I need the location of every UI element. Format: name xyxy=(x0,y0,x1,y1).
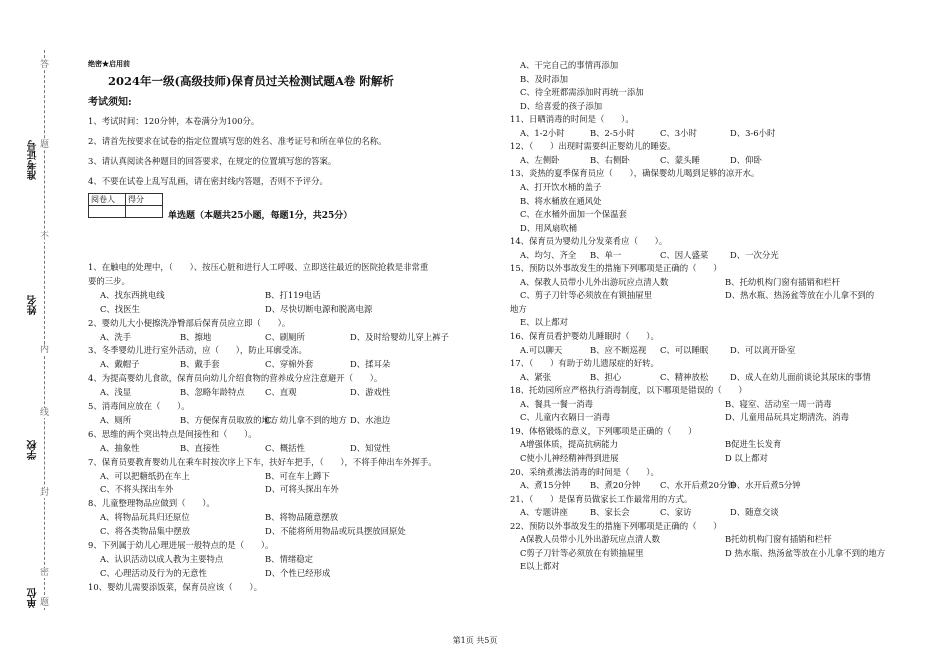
grader-label: 阅卷人 xyxy=(89,194,126,206)
answer-option[interactable]: A、餐具一餐一消毒 xyxy=(520,398,594,409)
answer-option[interactable]: C、精神放松 xyxy=(660,371,709,382)
seal-char: 不 xyxy=(40,232,50,242)
answer-option[interactable]: C、将各类物品集中摆放 xyxy=(100,526,191,537)
question-text: 9、下列属于幼儿心理进展一般特点的是（ ）。 xyxy=(88,540,274,550)
answer-option[interactable]: B、托幼机构门窗有插销和栏杆 xyxy=(725,276,841,287)
answer-option[interactable]: D、游戏性 xyxy=(350,387,391,398)
answer-option[interactable]: A、抽象性 xyxy=(100,442,140,453)
answer-option[interactable]: A、厕所 xyxy=(100,414,132,425)
answer-option[interactable]: B、煮20分钟 xyxy=(590,480,641,491)
question-text: 13、炎热的夏季保育员应（ ），确保婴幼儿喝到足够的凉开水。 xyxy=(510,168,760,179)
answer-option[interactable]: D、可将头探出车外 xyxy=(265,484,339,495)
answer-option[interactable]: D、可以离开卧室 xyxy=(730,344,796,355)
answer-option[interactable]: C、家访 xyxy=(660,507,692,518)
seal-char: 密 xyxy=(40,568,50,578)
answer-option[interactable]: C、蒙头睡 xyxy=(660,154,700,165)
answer-option[interactable]: C、心理活动及行为的无意性 xyxy=(100,567,207,578)
question-text: 6、思维的两个突出特点是间接性和（ ）。 xyxy=(88,428,257,439)
answer-option[interactable]: C、剪子刀针等必须放在有锁抽屉里 xyxy=(520,290,653,301)
answer-option[interactable]: A、戴帽子 xyxy=(100,359,140,370)
answer-option[interactable]: E、以上都对 xyxy=(520,317,568,328)
score-cell[interactable] xyxy=(126,206,163,218)
seal-char: 题 xyxy=(40,140,50,150)
answer-option[interactable]: D、用风扇吹桶 xyxy=(520,222,577,233)
answer-option[interactable]: D、尽快切断电源和脱离电源 xyxy=(265,303,373,314)
seal-char: 答 xyxy=(40,60,50,70)
answer-option[interactable]: C、找医生 xyxy=(100,303,140,314)
answer-option[interactable]: C、不将头探出车外 xyxy=(100,484,174,495)
question-text: 12、（ ）出现时需要纠正婴幼儿的睡姿。 xyxy=(510,141,676,152)
answer-option[interactable]: C、因人盛菜 xyxy=(660,249,709,260)
answer-option[interactable]: A、可以把糖纸扔在车上 xyxy=(100,470,190,481)
answer-option[interactable]: A、洗手 xyxy=(100,331,132,342)
answer-option[interactable]: C、直观 xyxy=(265,387,297,398)
answer-option[interactable]: B、2-5小时 xyxy=(590,127,635,138)
name-field[interactable]: 姓名 xyxy=(28,295,39,315)
answer-option[interactable]: A、紧张 xyxy=(520,371,552,382)
answer-option[interactable]: D、成人在幼儿面前谈论其尿床的事情 xyxy=(730,371,871,382)
answer-option[interactable]: E以上都对 xyxy=(520,561,560,572)
question-text: 21、（ ）是保育员做家长工作最常用的方式。 xyxy=(510,493,693,504)
question-text: 5、消毒间应放在（ ）。 xyxy=(88,401,190,411)
answer-option[interactable]: D、不能将所用物品或玩具摆放回原处 xyxy=(265,526,406,537)
seal-char: 封 xyxy=(40,488,50,498)
notice-item: 1、考试时间：120分钟，本卷满分为100分。 xyxy=(88,116,260,126)
answer-option[interactable]: B促进生长发育 xyxy=(725,439,782,450)
answer-option[interactable]: A、将物品玩具归还原位 xyxy=(100,512,190,523)
answer-option[interactable]: D 以上都对 xyxy=(725,452,768,463)
answer-option[interactable]: B、寝室、活动室一周一消毒 xyxy=(725,398,832,409)
answer-option[interactable]: D、揉耳朵 xyxy=(350,359,391,370)
answer-option[interactable]: A、1-2小时 xyxy=(520,127,565,138)
question-text: 10、婴幼儿需要添饭菜，保育员应该（ ）。 xyxy=(88,581,262,592)
question-text: 8、儿童整理物品应做到（ ）。 xyxy=(88,498,215,509)
answer-option[interactable]: C剪子刀针等必须放在有锁抽屉里 xyxy=(520,547,644,558)
answer-option[interactable]: A、专题讲座 xyxy=(520,507,568,518)
page-title: 2024年一级(高级技师)保育员过关检测试题A卷 附解析 xyxy=(108,74,394,88)
question-text: 16、保育员看护婴幼儿睡眠时（ ）。 xyxy=(510,331,659,341)
answer-option[interactable]: B、直接性 xyxy=(180,442,220,453)
answer-option[interactable]: B、应不断巡视 xyxy=(590,344,647,355)
answer-option[interactable]: C、刷厕所 xyxy=(265,331,305,342)
answer-option[interactable]: C使小儿神经精神得到进展 xyxy=(520,452,619,463)
answer-option[interactable]: B、戴手套 xyxy=(180,359,220,370)
answer-option[interactable]: A、左侧卧 xyxy=(520,154,560,165)
question-text: 18、托幼园所应严格执行消毒制度，以下哪项是错误的（ ） xyxy=(510,385,747,396)
notice-heading: 考试须知: xyxy=(88,97,132,108)
answer-option[interactable]: D、知觉性 xyxy=(350,442,391,453)
answer-option[interactable]: B、擦地 xyxy=(180,331,212,342)
answer-option[interactable]: C、儿童内衣隔日一消毒 xyxy=(520,412,611,423)
notice-item: 4、不要在试卷上乱写乱画，请在密封线内答题，否则不予评分。 xyxy=(88,176,328,186)
answer-option[interactable]: B、可在车上蹲下 xyxy=(265,470,330,481)
answer-option[interactable]: A、打开饮水桶的盖子 xyxy=(520,181,602,192)
answer-option[interactable]: A增强体质，提高抗病能力 xyxy=(520,439,619,450)
answer-option[interactable]: A、保教人员带小儿外出游玩应点清人数 xyxy=(520,276,669,287)
seal-line xyxy=(44,50,45,610)
question-text: 2、婴幼儿大小便擦洗净臀部后保育员应立即（ ）。 xyxy=(88,317,291,328)
answer-option[interactable]: D、个性已经形成 xyxy=(265,567,331,578)
answer-option[interactable]: B、将物品随意摆放 xyxy=(265,512,339,523)
answer-option[interactable]: C、在水桶外面加一个保温套 xyxy=(520,209,627,220)
school-field[interactable]: 学校 xyxy=(28,440,39,460)
answer-option[interactable]: A、找东西挑电线 xyxy=(100,289,165,300)
answer-option[interactable]: B、忽略年龄特点 xyxy=(180,387,245,398)
answer-option[interactable]: D、一次分光 xyxy=(730,249,779,260)
question-text: 3、冬季婴幼儿进行室外活动，应（ ），防止耳廓受冻。 xyxy=(88,345,307,356)
answer-option[interactable]: C、3小时 xyxy=(660,127,697,138)
answer-option[interactable]: B、家长会 xyxy=(590,507,630,518)
answer-option[interactable]: D、仰卧 xyxy=(730,154,762,165)
answer-option[interactable]: D、给喜爱的孩子添加 xyxy=(520,100,603,111)
answer-option[interactable]: C、幼儿拿不到的地方 xyxy=(265,414,347,425)
answer-option[interactable]: A、认识活动以成人教为主要特点 xyxy=(100,553,224,564)
answer-option[interactable]: B托幼机构门窗有插销和栏杆 xyxy=(725,534,832,545)
seal-char: 内 xyxy=(40,345,50,355)
score-table xyxy=(88,193,163,218)
answer-option[interactable]: D 热水瓶、热汤盆等放在小儿拿不到的地方 xyxy=(725,547,886,558)
answer-option[interactable]: C、待全班都需添加时再统一添加 xyxy=(520,87,644,98)
answer-option[interactable]: A.可以聊天 xyxy=(520,344,563,355)
score-label: 得分 xyxy=(126,194,163,206)
answer-option[interactable]: C、水开后煮20分钟 xyxy=(660,480,736,491)
question-text: 4、为提高婴幼儿食欲，保育员向幼儿介绍食物的营养成分应注意避开（ ）。 xyxy=(88,373,383,384)
answer-option[interactable]: C、概括性 xyxy=(265,442,305,453)
answer-option[interactable]: B、打119电话 xyxy=(265,289,321,300)
question-text: 20、采纳煮沸法消毒的时间是（ ）。 xyxy=(510,466,659,477)
answer-option[interactable]: D、3-6小时 xyxy=(730,127,776,138)
question-text: 7、保育员要教育婴幼儿在乘车时按次序上下车，扶好车把手，（ ），不将手伸出车外挥手。 xyxy=(88,456,437,467)
answer-option[interactable]: D、水池边 xyxy=(350,414,391,425)
notice-item: 2、请首先按要求在试卷的指定位置填写您的姓名、准考证号和所在单位的名称。 xyxy=(88,136,387,146)
answer-option[interactable]: B、及时添加 xyxy=(520,73,569,84)
question-text: 地方 xyxy=(510,303,527,314)
answer-option[interactable]: C、可以睡眠 xyxy=(660,344,709,355)
question-text: 15、预防以外事故发生的措施下列哪项是正确的（ ） xyxy=(510,263,722,274)
answer-option[interactable]: D、水开后煮5分钟 xyxy=(730,480,801,491)
binding-strip xyxy=(0,0,82,671)
seal-char: 题 xyxy=(40,598,50,608)
answer-option[interactable]: A、均匀、齐全 xyxy=(520,249,577,260)
question-text: 14、保育员为婴幼儿分发菜肴应（ ）。 xyxy=(510,236,668,247)
question-text: 要的三步。 xyxy=(88,275,130,286)
answer-option[interactable]: A、煮15分钟 xyxy=(520,480,571,491)
answer-option[interactable]: B、单一 xyxy=(590,249,622,260)
question-text: 22、预防以外事故发生的措施下列哪项是正确的（ ） xyxy=(510,520,722,531)
question-text: 19、体格锻炼的意义，下列哪项是正确的（ ） xyxy=(510,425,697,436)
answer-option[interactable]: C、穿棉外套 xyxy=(265,359,314,370)
answer-option[interactable]: B、右侧卧 xyxy=(590,154,630,165)
unit-field[interactable]: 单位 xyxy=(28,588,39,608)
answer-option[interactable]: B、担心 xyxy=(590,371,622,382)
answer-option[interactable]: D、热水瓶、热汤盆等放在小儿拿不到的 xyxy=(725,290,875,301)
notice-item: 3、请认真阅读各种题目的回答要求，在规定的位置填写您的答案。 xyxy=(88,156,337,166)
answer-option[interactable]: A保教人员带小儿外出游玩应点清人数 xyxy=(520,534,661,545)
answer-option[interactable]: A、干完自己的事情再添加 xyxy=(520,60,619,70)
answer-option[interactable]: D、儿童用品玩具定期清洗、消毒 xyxy=(725,412,849,423)
answer-option[interactable]: A、浅显 xyxy=(100,387,132,398)
answer-option[interactable]: B、方便保育员取放的地方 xyxy=(180,414,279,425)
answer-option[interactable]: D、及时给婴幼儿穿上裤子 xyxy=(350,331,449,342)
answer-option[interactable]: B、情绪稳定 xyxy=(265,553,314,564)
secret-label: 绝密★启用前 xyxy=(88,59,130,68)
question-text: 1、在触电的处理中，（ ）、按压心脏和进行人工呼吸、立即送往最近的医院抢救是非常重 xyxy=(88,262,429,272)
question-text: 17、（ ）有助于幼儿遗尿症的好转。 xyxy=(510,358,659,369)
question-text: 11、日晒消毒的时间是（ ）。 xyxy=(510,114,634,125)
section-title: 单选题（本题共25小题，每题1分，共25分） xyxy=(168,211,353,221)
answer-option[interactable]: B、将水桶放在通风处 xyxy=(520,195,602,206)
admission-number-field[interactable]: 准考证号 xyxy=(28,140,39,180)
page-footer: 第1页 共5页 xyxy=(452,636,498,645)
grader-cell[interactable] xyxy=(89,206,126,218)
seal-char: 线 xyxy=(40,408,50,418)
answer-option[interactable]: D、随意交谈 xyxy=(730,507,779,518)
